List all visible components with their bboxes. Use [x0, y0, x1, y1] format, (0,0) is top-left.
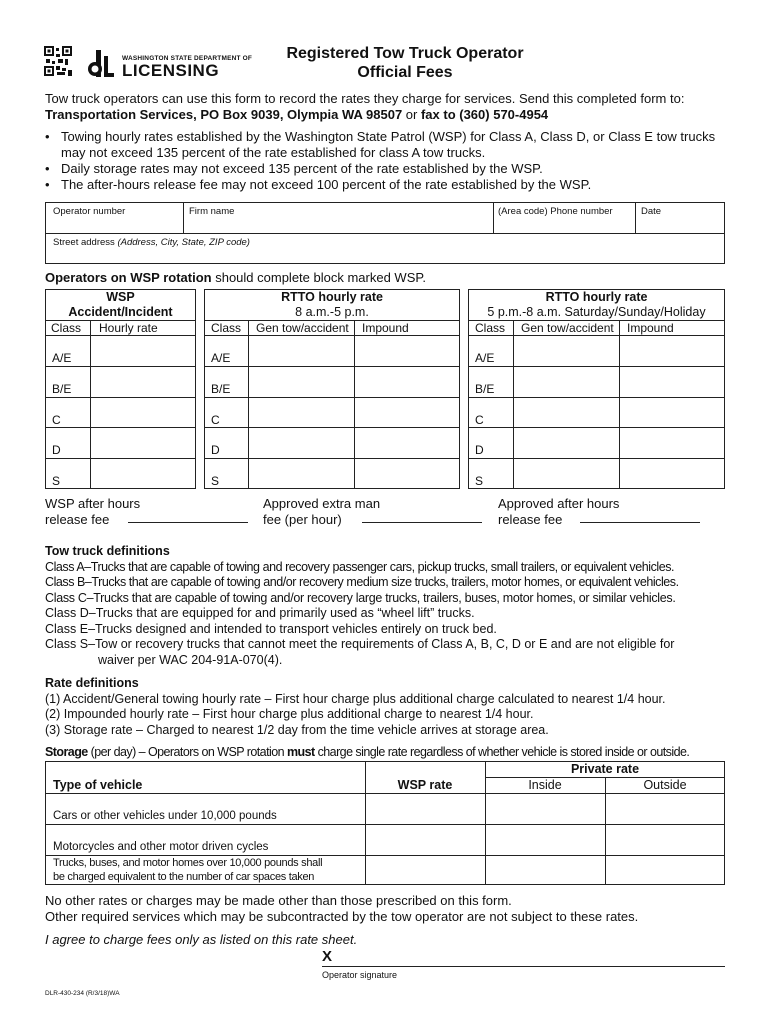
dol-logo-icon [88, 50, 116, 78]
title-line-1: Registered Tow Truck Operator [286, 45, 524, 62]
rtto-night-title: RTTO hourly rate [545, 290, 648, 304]
storage-col-wsp: WSP rate [397, 778, 453, 792]
extra-man-line2: fee (per hour) [263, 512, 342, 527]
subcontract-note: Other required services which may be subcontracted by the tow operator are not subject to these rates. [45, 909, 639, 924]
definition-item: Class D–Trucks that are equipped for and primarily used as “wheel lift” trucks. [45, 606, 475, 620]
storage-per-day: (per day) – Operators on WSP rotation [87, 745, 287, 759]
qr-code-icon [44, 46, 72, 76]
intro-paragraph [45, 91, 735, 123]
rtto-day-class-label: S [211, 474, 220, 488]
wsp-after-hours-line1: WSP after hours [45, 496, 141, 511]
rtto-day-title: RTTO hourly rate [281, 290, 383, 304]
rotation-bold: Operators on WSP rotation [45, 270, 212, 285]
storage-must: must [286, 745, 315, 759]
rtto-night-class-label: D [475, 443, 484, 457]
wsp-after-hours-line2: release fee [45, 512, 110, 527]
phone-number-field[interactable]: (Area code) Phone number [498, 206, 613, 217]
rtto-night-col-impound: Impound [627, 321, 674, 335]
storage-row-trucks-2: be charged equivalent to the number of car spaces taken [53, 871, 315, 883]
intro-address-line [45, 107, 735, 123]
storage-col-outside: Outside [643, 778, 687, 792]
operator-number-field[interactable]: Operator number [53, 206, 126, 217]
definition-item: waiver per WAC 204-91A-070(4). [98, 652, 283, 667]
storage-row-motorcycles: Motorcycles and other motor driven cycles [53, 841, 269, 853]
definition-item: Class S–Tow or recovery trucks that cannot meet the requirements of Class A, B, C, D or E and are not eligible for [45, 637, 675, 651]
extra-man-fee-label [263, 496, 380, 528]
page-title [260, 44, 550, 82]
wsp-class-label: B/E [52, 382, 72, 396]
rate-definitions [45, 676, 735, 738]
street-address-field[interactable] [53, 237, 713, 261]
storage-row-trucks-1: Trucks, buses, and motor homes over 10,000 pounds shall [53, 857, 323, 869]
wsp-after-hours-label [45, 496, 140, 528]
extra-man-line1: Approved extra man [263, 496, 381, 511]
title-line-2: Official Fees [357, 64, 453, 81]
fax-number: fax to (360) 570-4954 [420, 107, 549, 122]
storage-instruction [45, 745, 689, 759]
storage-col-type: Type of vehicle [53, 778, 143, 792]
storage-rest: charge single rate regardless of whether vehicle is stored inside or outside. [314, 745, 690, 759]
rate-definitions-heading: Rate definitions [45, 676, 139, 690]
definitions-heading: Tow truck definitions [45, 544, 170, 558]
wsp-class-label: A/E [52, 351, 72, 365]
intro-text: Tow truck operators can use this form to record the rates they charge for services. Send this completed form to: [45, 91, 685, 106]
rtto-day-hours: 8 a.m.-5 p.m. [295, 305, 369, 319]
wsp-class-label: C [52, 413, 61, 427]
rate-definition-item: (2) Impounded hourly rate – First hour charge plus additional charge to nearest 1/4 hour. [45, 707, 534, 721]
definition-item: Class B–Trucks that are capable of towing and/or recovery medium size trucks, trailers, motor homes, or equivalent vehicles. [45, 575, 679, 589]
signature-x: X [322, 948, 333, 965]
wsp-col-hourly-rate: Hourly rate [99, 321, 158, 335]
rtto-night-col-class: Class [475, 321, 506, 335]
wsp-title: WSP [106, 290, 135, 304]
rtto-day-class-label: D [211, 443, 220, 457]
agreement-text: I agree to charge fees only as listed on this rate sheet. [45, 932, 358, 947]
firm-name-field[interactable]: Firm name [189, 206, 235, 217]
rule-item: • Towing hourly rates established by the Washington State Patrol (WSP) for Class A, Class D, or Class E tow trucks may not exceed 135 percent of the rate established for class A tow trucks. [45, 129, 735, 161]
wsp-after-hours-input[interactable] [128, 522, 248, 523]
definition-item: Class C–Trucks that are capable of towing and/or recovery large trucks, trailers, buses, motor homes, or similar vehicles. [45, 590, 676, 605]
rtto-night-class-label: B/E [475, 382, 495, 396]
form-id: DLR-430-234 (R/3/18)WA [45, 990, 120, 997]
or-text: or [402, 107, 421, 122]
definition-item: Class E–Trucks designed and intended to transport vehicles entirely on truck bed. [45, 621, 497, 636]
rtto-day-col-impound: Impound [362, 321, 409, 335]
definition-item: Class A–Trucks that are capable of towing and recovery passenger cars, pickup trucks, small trailers, or equivalent vehicles. [45, 559, 675, 574]
rate-definition-item: (1) Accident/General towing hourly rate – First hour charge plus additional charge calculated to nearest 1/4 hour. [45, 691, 666, 706]
rtto-day-class-label: B/E [211, 382, 231, 396]
rtto-night-class-label: C [475, 413, 484, 427]
rtto-day-col-gen-tow: Gen tow/accident [256, 321, 349, 335]
rtto-night-table [468, 289, 725, 489]
after-hours-line2: release fee [498, 512, 563, 527]
storage-col-private: Private rate [570, 762, 640, 776]
no-other-charges: No other rates or charges may be made other than those prescribed on this form. [45, 893, 512, 908]
rtto-night-class-label: S [475, 474, 484, 488]
rtto-day-class-label: C [211, 413, 220, 427]
after-hours-release-input[interactable] [580, 522, 700, 523]
signature-label: Operator signature [322, 970, 398, 980]
storage-bold: Storage [45, 745, 88, 759]
wsp-subtitle: Accident/Incident [68, 305, 173, 319]
rtto-day-col-class: Class [211, 321, 242, 335]
rules-list [45, 129, 735, 193]
tow-truck-definitions [45, 544, 735, 668]
rotation-instruction [45, 270, 426, 285]
rotation-rest: should complete block marked WSP. [211, 270, 426, 285]
rule-item: • The after-hours release fee may not exceed 100 percent of the rate established by the WSP. [45, 177, 735, 193]
street-address-label: Street address [53, 237, 115, 248]
department-text: WASHINGTON STATE DEPARTMENT OF [122, 55, 253, 62]
rule-item: • Daily storage rates may not exceed 135 percent of the rate established by the WSP. [45, 161, 735, 177]
rtto-day-table [204, 289, 460, 489]
after-hours-release-label [498, 496, 619, 528]
after-hours-line1: Approved after hours [498, 496, 620, 511]
rate-definition-item: (3) Storage rate – Charged to nearest 1/2 day from the time vehicle arrives at storage area. [45, 722, 549, 737]
street-address-hint: (Address, City, State, ZIP code) [117, 237, 250, 248]
licensing-text: LICENSING [122, 61, 220, 80]
signature-line[interactable] [322, 966, 725, 967]
rtto-night-class-label: A/E [475, 351, 495, 365]
wsp-class-label: S [52, 474, 61, 488]
mailing-address: Transportation Services, PO Box 9039, Olympia WA 98507 [45, 107, 403, 122]
wsp-col-class: Class [51, 321, 82, 335]
storage-row-cars: Cars or other vehicles under 10,000 pounds [53, 810, 277, 822]
wsp-class-label: D [52, 443, 61, 457]
extra-man-fee-input[interactable] [362, 522, 482, 523]
rtto-night-col-gen-tow: Gen tow/accident [521, 321, 614, 335]
storage-col-inside: Inside [528, 778, 562, 792]
rtto-day-class-label: A/E [211, 351, 231, 365]
date-field[interactable]: Date [641, 206, 662, 217]
rtto-night-hours: 5 p.m.-8 a.m. Saturday/Sunday/Holiday [487, 305, 706, 319]
